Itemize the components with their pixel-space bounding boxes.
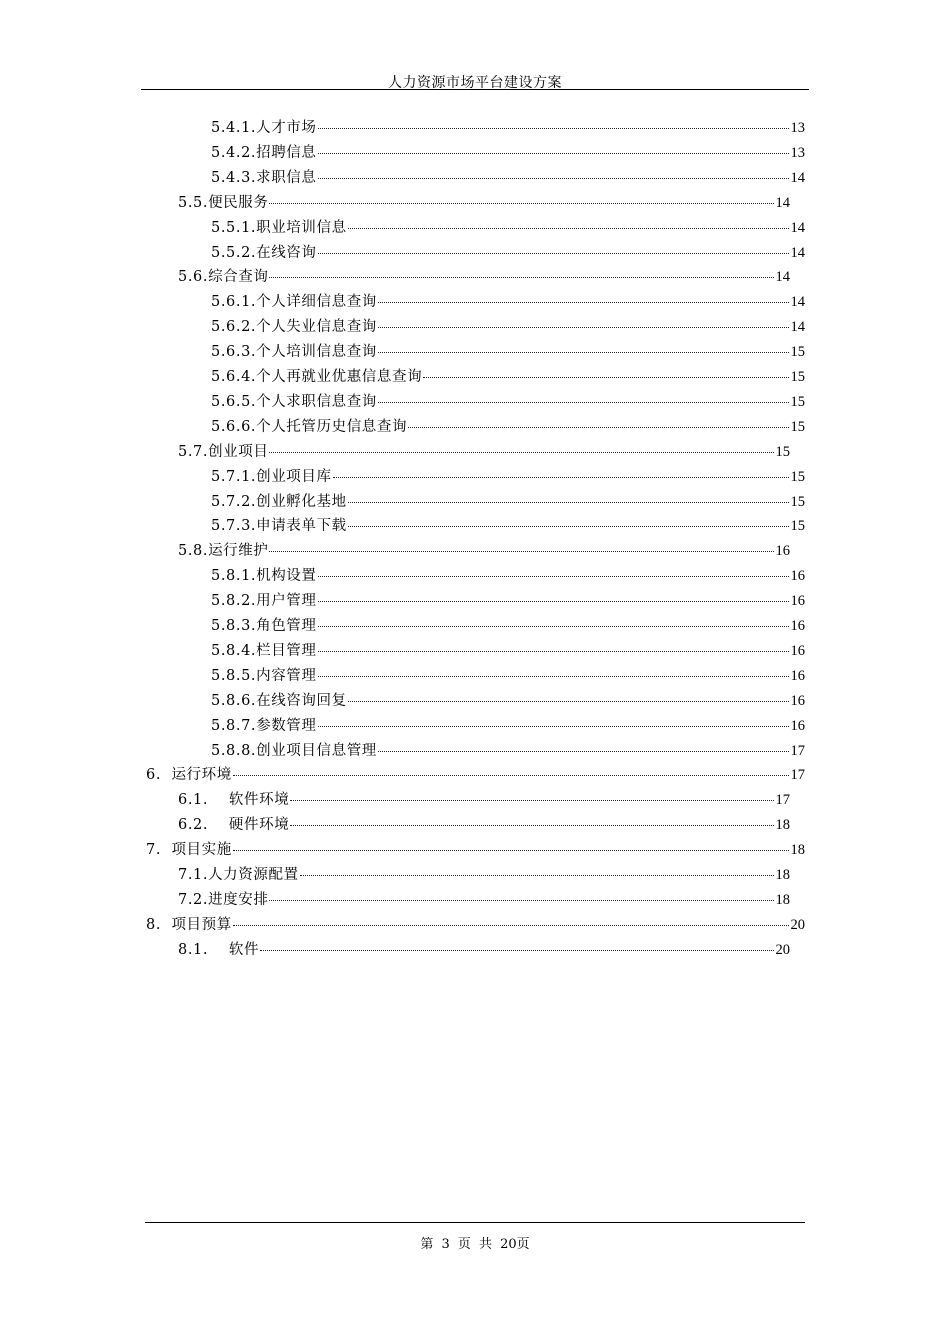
toc-entry[interactable] (211, 514, 805, 539)
toc-entry-label: 6. 运行环境 (146, 767, 232, 784)
toc-entry[interactable] (178, 265, 790, 290)
toc-entry[interactable] (211, 315, 805, 340)
toc-entry[interactable] (211, 739, 805, 764)
toc-entry-page-number: 15 (790, 418, 805, 435)
toc-entry[interactable] (211, 714, 805, 739)
toc-entry-label: 5.8.3.角色管理 (211, 618, 317, 634)
toc-entry[interactable] (211, 390, 805, 415)
toc-dot-leader (348, 216, 789, 229)
toc-entry[interactable] (211, 465, 805, 490)
toc-entry[interactable] (211, 415, 805, 440)
toc-dot-leader (290, 813, 773, 826)
toc-entry[interactable] (178, 440, 790, 465)
toc-entry-label: 5.7.1.创业项目库 (211, 468, 332, 485)
toc-dot-leader (233, 763, 789, 776)
toc-entry-label: 5.8.2.用户管理 (211, 593, 317, 610)
toc-entry-label: 5.8.8.创业项目信息管理 (211, 742, 377, 759)
toc-dot-leader (260, 938, 773, 951)
toc-entry[interactable] (146, 763, 805, 788)
toc-entry-page-number: 13 (790, 144, 805, 161)
toc-dot-leader (318, 166, 789, 179)
toc-entry-page-number: 14 (775, 269, 790, 286)
toc-dot-leader (318, 639, 789, 652)
toc-entry-page-number: 16 (790, 692, 805, 709)
toc-entry-label: 5.6.2.个人失业信息查询 (211, 319, 377, 336)
toc-entry-label: 5.8.7.参数管理 (211, 717, 317, 734)
toc-entry[interactable] (211, 689, 805, 714)
toc-entry-page-number: 14 (790, 219, 805, 236)
toc-entry[interactable] (178, 863, 790, 888)
toc-entry[interactable] (178, 191, 790, 216)
toc-dot-leader (318, 714, 789, 727)
toc-entry-label: 5.6.综合查询 (178, 269, 269, 286)
toc-entry[interactable] (211, 216, 805, 241)
page-footer-number: 第 3 页 共 20页 (420, 1237, 530, 1252)
toc-dot-leader (318, 241, 789, 254)
toc-entry-label: 7.2.进度安排 (178, 891, 269, 908)
toc-dot-leader (378, 315, 789, 328)
toc-entry-page-number: 15 (790, 518, 805, 535)
toc-entry-page-number: 14 (790, 244, 805, 261)
toc-entry-label: 5.4.1.人才市场 (211, 120, 317, 136)
toc-entry-page-number: 15 (790, 393, 805, 410)
toc-entry-label: 5.6.5.个人求职信息查询 (211, 393, 377, 410)
toc-dot-leader (333, 465, 789, 478)
toc-entry-page-number: 18 (775, 891, 790, 908)
toc-entry-label: 5.8.4.栏目管理 (211, 642, 317, 659)
toc-entry[interactable] (146, 838, 805, 863)
toc-entry-page-number: 14 (790, 294, 805, 311)
toc-entry[interactable] (211, 365, 805, 390)
toc-entry-page-number: 17 (775, 792, 790, 809)
toc-dot-leader (269, 888, 773, 901)
toc-entry-page-number: 15 (790, 468, 805, 485)
toc-entry-label: 7. 项目实施 (146, 842, 232, 859)
toc-entry-label: 5.6.4.个人再就业优惠信息查询 (211, 369, 423, 385)
toc-entry[interactable] (211, 490, 805, 515)
toc-entry-label: 5.7.创业项目 (178, 443, 269, 460)
toc-entry[interactable] (211, 290, 805, 315)
toc-entry[interactable] (211, 116, 805, 141)
toc-dot-leader (408, 415, 788, 428)
toc-dot-leader (423, 365, 788, 378)
toc-dot-leader (318, 664, 789, 677)
toc-dot-leader (290, 788, 773, 801)
toc-entry-page-number: 15 (790, 344, 805, 361)
toc-dot-leader (348, 514, 789, 527)
toc-entry-label: 5.8.6.在线咨询回复 (211, 692, 347, 709)
toc-entry-page-number: 16 (775, 543, 790, 560)
toc-entry-label: 5.4.2.招聘信息 (211, 144, 317, 161)
toc-entry[interactable] (146, 913, 805, 938)
page-header-title: 人力资源市场平台建设方案 (388, 75, 562, 91)
toc-dot-leader (348, 490, 789, 503)
toc-entry[interactable] (211, 614, 805, 639)
toc-dot-leader (318, 614, 789, 627)
toc-entry-label: 6.2. 硬件环境 (178, 817, 290, 834)
toc-entry-page-number: 16 (790, 568, 805, 585)
toc-entry[interactable] (211, 664, 805, 689)
toc-entry-label: 5.6.6.个人托管历史信息查询 (211, 418, 408, 435)
toc-entry-page-number: 17 (790, 767, 805, 784)
toc-entry-page-number: 14 (775, 194, 790, 211)
toc-dot-leader (233, 913, 789, 926)
toc-entry[interactable] (178, 788, 790, 813)
header-divider (141, 89, 809, 90)
toc-entry[interactable] (178, 938, 790, 963)
toc-entry-page-number: 18 (790, 842, 805, 859)
toc-entry-label: 5.7.3.申请表单下载 (211, 518, 347, 535)
toc-entry-label: 5.4.3.求职信息 (211, 169, 317, 186)
footer-divider (145, 1222, 805, 1223)
toc-entry[interactable] (178, 888, 790, 913)
toc-entry[interactable] (211, 166, 805, 191)
toc-entry[interactable] (211, 589, 805, 614)
toc-dot-leader (233, 838, 789, 851)
toc-dot-leader (378, 739, 789, 752)
toc-entry-page-number: 16 (790, 642, 805, 659)
toc-dot-leader (269, 191, 773, 204)
toc-entry-page-number: 16 (790, 618, 805, 634)
toc-dot-leader (269, 440, 773, 453)
toc-entry-page-number: 16 (790, 593, 805, 610)
toc-entry-label: 5.6.3.个人培训信息查询 (211, 344, 377, 361)
toc-entry-page-number: 15 (790, 493, 805, 510)
toc-entry-page-number: 16 (790, 667, 805, 684)
toc-entry-label: 5.5.便民服务 (178, 194, 269, 211)
toc-entry-label: 5.7.2.创业孵化基地 (211, 493, 347, 510)
toc-entry[interactable] (211, 564, 805, 589)
toc-entry-label: 5.8.运行维护 (178, 543, 269, 560)
toc-dot-leader (269, 539, 773, 552)
toc-entry[interactable] (211, 141, 805, 166)
toc-entry[interactable] (211, 639, 805, 664)
toc-entry-page-number: 15 (790, 369, 805, 385)
toc-entry-page-number: 13 (790, 120, 805, 136)
toc-entry[interactable] (178, 539, 790, 564)
toc-entry[interactable] (211, 340, 805, 365)
toc-entry-page-number: 18 (775, 867, 790, 883)
toc-entry[interactable] (211, 241, 805, 266)
toc-dot-leader (300, 863, 774, 876)
toc-dot-leader (378, 290, 789, 303)
toc-dot-leader (318, 589, 789, 602)
toc-entry[interactable] (178, 813, 790, 838)
toc-entry-page-number: 20 (790, 916, 805, 933)
toc-entry-label: 5.5.2.在线咨询 (211, 244, 317, 261)
toc-entry-label: 5.8.5.内容管理 (211, 667, 317, 684)
toc-dot-leader (348, 689, 789, 702)
toc-entry-page-number: 18 (775, 817, 790, 834)
toc-dot-leader (318, 116, 789, 129)
toc-dot-leader (318, 141, 789, 154)
toc-entry-page-number: 20 (775, 941, 790, 958)
toc-dot-leader (269, 265, 773, 278)
toc-entry-label: 7.1.人力资源配置 (178, 867, 299, 883)
toc-entry-label: 5.8.1.机构设置 (211, 568, 317, 585)
toc-entry-label: 5.5.1.职业培训信息 (211, 219, 347, 236)
toc-dot-leader (378, 390, 789, 403)
toc-entry-page-number: 14 (790, 319, 805, 336)
toc-dot-leader (318, 564, 789, 577)
toc-entry-page-number: 16 (790, 717, 805, 734)
toc-entry-label: 8.1. 软件 (178, 941, 260, 958)
toc-entry-label: 5.6.1.个人详细信息查询 (211, 294, 377, 311)
toc-entry-label: 8. 项目预算 (146, 916, 232, 933)
toc-dot-leader (378, 340, 789, 353)
toc-entry-page-number: 17 (790, 742, 805, 759)
toc-entry-page-number: 14 (790, 169, 805, 186)
toc-entry-page-number: 15 (775, 443, 790, 460)
toc-entry-label: 6.1. 软件环境 (178, 792, 290, 809)
